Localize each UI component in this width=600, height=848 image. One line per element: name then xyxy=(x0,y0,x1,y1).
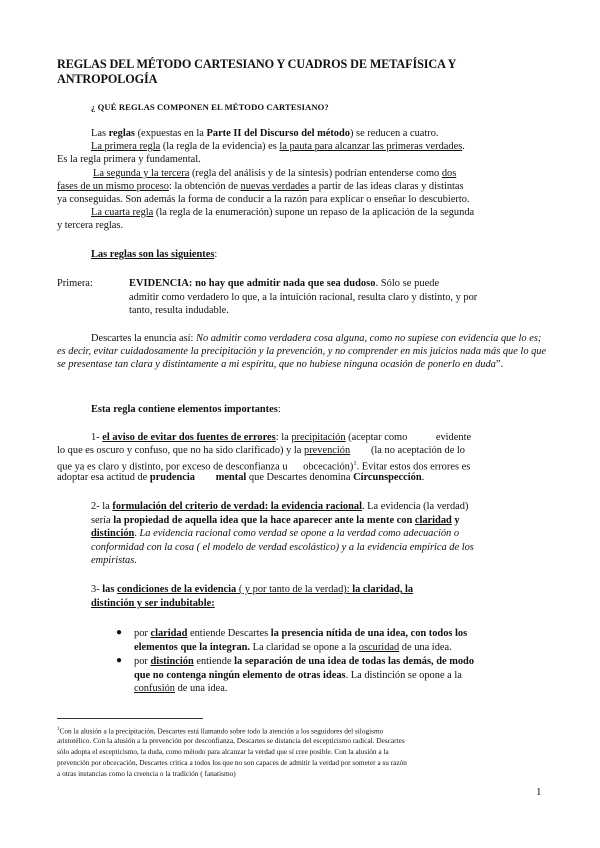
text: (la no aceptación de lo xyxy=(350,445,466,456)
item-3-line-1 xyxy=(91,583,413,596)
text: claridad xyxy=(414,515,452,526)
text: condiciones de la evidencia xyxy=(117,584,237,595)
footnote-line-3: sólo adopta el escepticismo, la duda, como método para alcanzar la verdad que sí cree posible. Con la alusión a la xyxy=(57,747,389,756)
rules-heading xyxy=(91,248,217,261)
text: Las reglas son las siguientes xyxy=(91,249,215,260)
rule-primera-line-3: tanto, resulta indudable. xyxy=(129,305,229,316)
text: . Evitar estos dos errores es xyxy=(356,461,471,473)
intro-line-5 xyxy=(57,180,464,193)
text: . xyxy=(134,528,140,539)
footnote-line-2: aristotélico. Con la alusión a la prevención por desconfianza, Descartes se distancia del escepticismo radical. Descartes xyxy=(57,736,405,745)
text: (expuestas en la xyxy=(134,128,207,139)
text: . xyxy=(462,141,465,152)
rule-primera-line-2: admitir como verdadero lo que, a la intuición racional, resulta claro y distinto, y por xyxy=(129,292,478,303)
intro-line-4 xyxy=(93,167,456,180)
text: distinción xyxy=(91,528,135,539)
text: (la regla de la evidencia) es xyxy=(160,141,280,152)
text: (regla del análisis y de la síntesis) podrían entenderse como xyxy=(189,168,442,179)
text: . xyxy=(421,472,425,483)
bullet-2-line-2 xyxy=(134,669,462,682)
text: : la xyxy=(275,432,292,443)
text: : la obtención de xyxy=(168,181,241,192)
document-title: REGLAS DEL MÉTODO CARTESIANO Y CUADROS DE METAFÍSICA Y ANTROPOLOGÍA xyxy=(57,57,456,86)
footnote-ref: 1 xyxy=(353,460,357,467)
text: La cuarta regla xyxy=(91,207,154,218)
text: formulación del criterio de verdad: la evidencia racional xyxy=(112,501,362,512)
rule-label: Primera: xyxy=(57,278,93,289)
text: que no contenga ningún elemento de otras ideas xyxy=(134,670,346,681)
footnote-marker: 1 xyxy=(57,727,60,732)
text: 2- la xyxy=(91,501,113,512)
item-2-line-3 xyxy=(91,527,459,540)
text: La primera regla xyxy=(91,141,161,152)
text: de una idea. xyxy=(399,642,452,653)
text: confusión xyxy=(134,683,175,694)
text: distinción xyxy=(150,656,194,667)
item-3-line-2 xyxy=(91,597,215,610)
item-2-line-4 xyxy=(91,541,474,554)
text: la presencia nítida de una idea, con todos los xyxy=(270,628,468,639)
text: elementos que la integran. xyxy=(134,642,251,653)
text: adoptar esa actitud de xyxy=(57,472,150,483)
item-1-line-2 xyxy=(57,444,465,457)
bullet-2-line-1 xyxy=(134,655,474,668)
bullet-1-line-1 xyxy=(134,627,467,640)
text: que ya es claro y distinto, por exceso de desconfianza u obcecación) xyxy=(57,461,354,473)
text: Circunspección xyxy=(353,472,422,483)
text: la claridad, la xyxy=(352,584,414,595)
text: ”. xyxy=(495,359,504,371)
text: entiende Descartes xyxy=(187,628,271,639)
text: reglas xyxy=(108,128,135,139)
item-1-line-4 xyxy=(57,471,424,484)
text: que Descartes denomina xyxy=(246,472,354,483)
bullet-icon: ● xyxy=(116,655,123,666)
text: . La distinción se opone a la xyxy=(345,670,462,681)
intro-line-3: Es la regla primera y fundamental. xyxy=(57,154,201,165)
item-2-line-2 xyxy=(91,514,460,527)
text: por xyxy=(134,656,151,667)
text: 3- xyxy=(91,584,103,595)
text: fases de un mismo proceso xyxy=(57,181,169,192)
text: Las xyxy=(91,128,109,139)
footnote-divider xyxy=(57,718,203,719)
text: el aviso de evitar dos fuentes de errores xyxy=(102,432,276,443)
page-number: 1 xyxy=(536,786,542,798)
text: conformidad con la cosa ( el modelo de verdad escolástico) y a la evidencia empírica de los xyxy=(91,542,474,553)
text: ( y por tanto de la verdad): xyxy=(236,584,353,595)
text: lo que es oscuro y confuso, que no ha sido clarificado) y la xyxy=(57,445,304,456)
intro-line-2 xyxy=(91,140,465,153)
descartes-quote xyxy=(57,332,547,372)
item-2-line-1 xyxy=(91,500,468,513)
item-1-line-1 xyxy=(91,431,471,444)
text: Parte II del Discurso del método xyxy=(206,128,350,139)
bullet-2-line-3 xyxy=(134,682,228,695)
text: la propiedad de aquella idea que la hace aparecer ante la mente con xyxy=(113,515,415,526)
text xyxy=(195,472,216,483)
text: : xyxy=(214,249,218,260)
text: distinción y ser indubitable: xyxy=(91,598,215,609)
text: Esta regla contiene elementos importantes xyxy=(91,404,278,415)
text: de una idea. xyxy=(174,683,228,694)
text: mental xyxy=(215,472,247,483)
text: dos xyxy=(441,168,457,179)
rule-primera-line-1 xyxy=(129,277,439,290)
footnote-line-4: prevención por obcecación, Descartes critica a todos los que no son capaces de admitir la verdad por someter a su razón xyxy=(57,758,407,767)
text: prevención xyxy=(304,445,351,456)
text: prudencia xyxy=(149,472,195,483)
intro-line-1 xyxy=(91,127,439,140)
intro-line-8: y tercera reglas. xyxy=(57,220,124,231)
text: . Sólo se puede xyxy=(375,278,440,289)
text: Con la alusión a la precipitación, Descartes está llamando sobre todo la atención a los seguidores del silogismo xyxy=(59,726,384,736)
text: Descartes la enuncia así: xyxy=(91,333,197,344)
text: por xyxy=(134,628,151,639)
text: No admitir como verdadera cosa alguna, como no supiese con evidencia que lo es; es decir, evitar cuidadosamente la precipitación y la prevención, y no comprender en mis juicios nada más que lo que se presentase tan clara y distintamente a mi espíritu, que no hubiese ninguna ocasión de ponerlo en duda xyxy=(57,333,547,371)
text: entiende xyxy=(193,656,235,667)
text: La claridad se opone a la xyxy=(250,642,359,653)
text: La evidencia racional como verdad se opone a la verdad como adecuación o xyxy=(139,528,460,539)
section-question: ¿ QUÉ REGLAS COMPONEN EL MÉTODO CARTESIANO? xyxy=(91,102,329,112)
intro-line-7 xyxy=(91,206,474,219)
bullet-icon: ● xyxy=(116,627,123,638)
text: ) se reducen a cuatro. xyxy=(349,128,439,139)
footnote-line-5: a otras instancias como la creencia o la tradición ( fanatismo) xyxy=(57,769,236,778)
intro-line-6: ya conseguidas. Son además la forma de conducir a la razón para explicar o enseñar lo descubierto. xyxy=(57,194,470,205)
text: claridad xyxy=(150,628,188,639)
bullet-1-line-2 xyxy=(134,641,452,654)
text: nuevas verdades xyxy=(240,181,309,192)
text: (aceptar como evidente xyxy=(345,432,472,443)
text: a partir de las ideas claras y distintas xyxy=(308,181,464,192)
text: la pauta para alcanzar las primeras verdades xyxy=(279,141,463,152)
text: empiristas. xyxy=(91,555,137,566)
elements-heading xyxy=(91,403,281,416)
text: : xyxy=(277,404,281,415)
text: y xyxy=(451,515,460,526)
text: las xyxy=(102,584,117,595)
item-2-line-5 xyxy=(91,554,137,567)
footnote-line-1 xyxy=(57,725,547,736)
text: . La evidencia (la verdad) xyxy=(361,501,469,512)
text: La segunda y la tercera xyxy=(93,168,190,179)
text: precipitación xyxy=(291,432,346,443)
text: EVIDENCIA: no hay que admitir nada que sea dudoso xyxy=(129,278,376,289)
text: oscuridad xyxy=(358,642,400,653)
text: la separación de una idea de todas las demás, de modo xyxy=(234,656,475,667)
text: sería xyxy=(91,515,114,526)
text: (la regla de la enumeración) supone un repaso de la aplicación de la segunda xyxy=(153,207,475,218)
text: 1- xyxy=(91,432,103,443)
